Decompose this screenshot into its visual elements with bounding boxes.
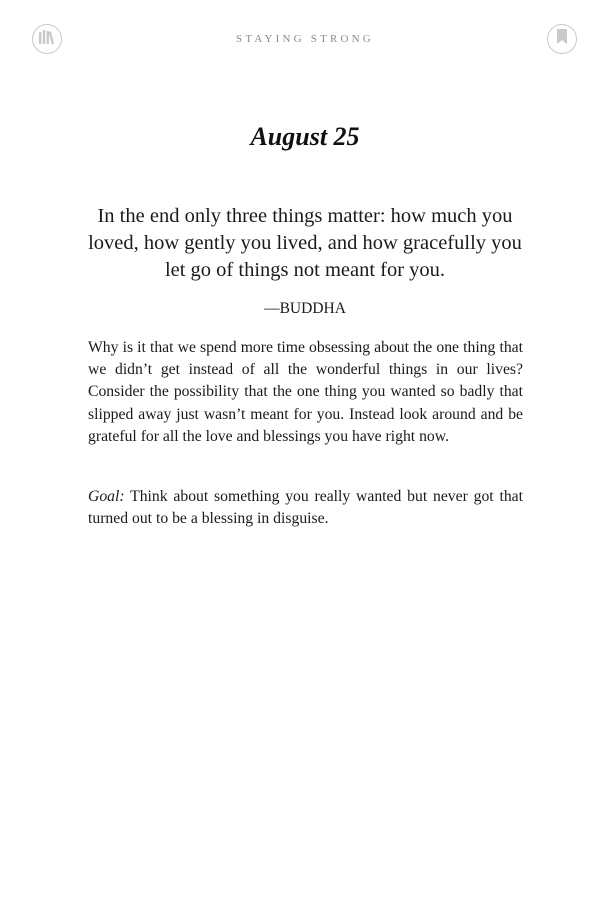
goal-label: Goal: xyxy=(88,488,125,505)
goal-paragraph xyxy=(88,486,523,530)
book-title: STAYING STRONG xyxy=(236,33,374,45)
quote-text: In the end only three things matter: how much you loved, how gently you lived, and how gracefully you let go of things not meant for you. xyxy=(88,205,522,281)
quote-attribution: —BUDDHA xyxy=(264,300,346,317)
body-paragraph: Why is it that we spend more time obsessing about the one thing that we didn’t get instead of all the wonderful things in our lives? Consider the possibility that the one thing you wanted so badly that slipped away just wasn’t meant for you. Instead look around and be grateful for all the love and blessings you have right now. xyxy=(88,339,523,445)
bookmark-icon xyxy=(556,29,568,50)
reader-top-bar xyxy=(0,0,610,80)
bookmark-button[interactable] xyxy=(547,24,577,54)
goal-text: Think about something you really wanted but never got that turned out to be a blessing in disguise. xyxy=(88,488,523,528)
entry-date-heading: August 25 xyxy=(250,122,360,151)
